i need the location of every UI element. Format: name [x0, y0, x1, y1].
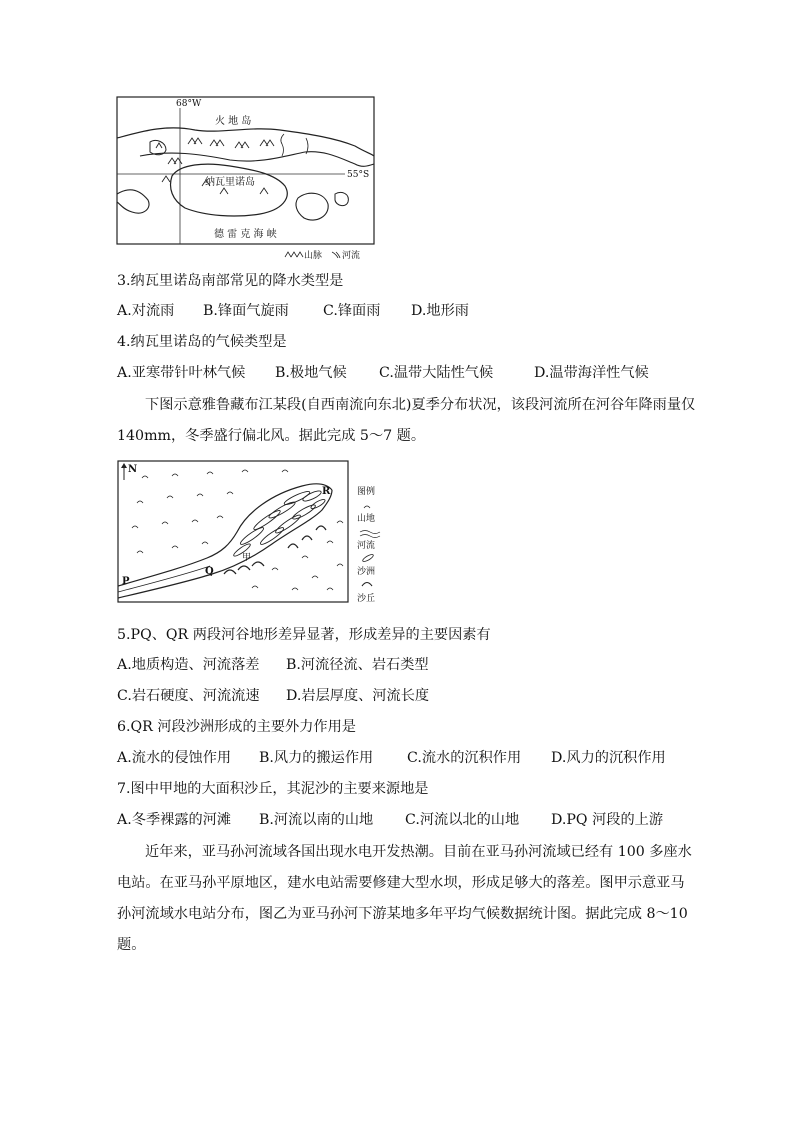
- q6-option-b[interactable]: B.风力的搬运作用: [259, 750, 374, 766]
- q3-option-b[interactable]: B.锋面气旋雨: [203, 303, 289, 319]
- mountain-legend-icon-2: [364, 506, 370, 508]
- river-legend-icon-2: [360, 531, 380, 538]
- q5-option-a[interactable]: A.地质构造、河流落差: [117, 657, 260, 673]
- legend-river-text: 河流: [342, 251, 361, 261]
- q3-option-d[interactable]: D.地形雨: [411, 303, 469, 319]
- q7-option-b[interactable]: B.河流以南的山地: [259, 812, 374, 828]
- sandbar-legend-icon: [362, 553, 374, 562]
- q4-stem: 4.纳瓦里诺岛的气候类型是: [117, 334, 287, 350]
- map1-legend: [285, 249, 360, 261]
- intro-5-7-line2: 140mm，冬季盛行偏北风。据此完成 5～7 题。: [117, 428, 426, 444]
- tierra-del-fuego-label: 火 地 岛: [215, 116, 252, 127]
- q5-stem: 5.PQ、QR 两段河谷地形差异显著，形成差异的主要因素有: [117, 627, 491, 643]
- point-q-label: Q: [205, 566, 214, 577]
- q3-option-c[interactable]: C.锋面雨: [323, 303, 381, 319]
- north-label: N: [128, 464, 138, 475]
- q4-option-b[interactable]: B.极地气候: [275, 365, 347, 381]
- q7-option-d[interactable]: D.PQ 河段的上游: [551, 812, 664, 828]
- map-navarino: [110, 94, 380, 264]
- intro-8-10-line4: 题。: [117, 937, 146, 953]
- longitude-label: 68°W: [176, 99, 202, 109]
- q6-stem: 6.QR 河段沙洲形成的主要外力作用是: [117, 719, 356, 735]
- map-yarlung-river: [112, 458, 392, 608]
- navarino-label: 纳瓦里诺岛: [205, 177, 255, 188]
- legend-title: 图例: [357, 487, 376, 497]
- q7-option-a[interactable]: A.冬季裸露的河滩: [117, 812, 232, 828]
- q5-option-d[interactable]: D.岩层厚度、河流长度: [286, 688, 430, 704]
- river-legend-icon: [332, 252, 340, 258]
- point-r-label: R: [322, 486, 331, 497]
- q6-option-a[interactable]: A.流水的侵蚀作用: [117, 750, 232, 766]
- map2-legend: [357, 485, 380, 604]
- legend-river-text-2: 河流: [357, 541, 376, 551]
- intro-5-7-line1: 下图示意雅鲁藏布江某段(自西南流向东北)夏季分布状况，该段河流所在河谷年降雨量仅: [145, 397, 696, 413]
- dune-legend-icon: [362, 583, 372, 587]
- q6-option-d[interactable]: D.风力的沉积作用: [551, 750, 666, 766]
- q4-option-c[interactable]: C.温带大陆性气候: [379, 365, 494, 381]
- q7-stem: 7.图中甲地的大面积沙丘，其泥沙的主要来源地是: [117, 781, 429, 797]
- latitude-label: 55°S: [347, 170, 370, 180]
- q5-option-c[interactable]: C.岩石硬度、河流流速: [117, 688, 260, 704]
- legend-mountain-text: 山脉: [304, 251, 323, 261]
- q3-stem: 3.纳瓦里诺岛南部常见的降水类型是: [117, 273, 344, 289]
- legend-mountain-text-2: 山地: [357, 514, 376, 524]
- legend-dune-text: 沙丘: [357, 594, 376, 604]
- map2-frame: [118, 461, 348, 602]
- intro-8-10-line1: 近年来，亚马孙河流域各国出现水电开发热潮。目前在亚马孙河流域已经有 100 多座水: [145, 844, 692, 860]
- point-p-label: P: [122, 576, 130, 587]
- legend-sandbar-text: 沙洲: [357, 567, 376, 577]
- mountain-legend-icon: [285, 252, 303, 257]
- intro-8-10-line3: 孙河流域水电站分布，图乙为亚马孙河下游某地多年平均气候数据统计图。据此完成 8～10: [117, 906, 688, 922]
- jia-label: 甲: [242, 553, 252, 563]
- drake-strait-label: 德 雷 克 海 峡: [214, 229, 277, 240]
- q7-option-c[interactable]: C.河流以北的山地: [405, 812, 520, 828]
- q6-option-c[interactable]: C.流水的沉积作用: [407, 750, 522, 766]
- q4-option-a[interactable]: A.亚寒带针叶林气候: [117, 365, 246, 381]
- q4-option-d[interactable]: D.温带海洋性气候: [534, 365, 649, 381]
- intro-8-10-line2: 电站。在亚马孙平原地区，建水电站需要修建大型水坝，形成足够大的落差。图甲示意亚马: [117, 875, 685, 891]
- q5-option-b[interactable]: B.河流径流、岩石类型: [286, 657, 429, 673]
- q3-option-a[interactable]: A.对流雨: [117, 303, 175, 319]
